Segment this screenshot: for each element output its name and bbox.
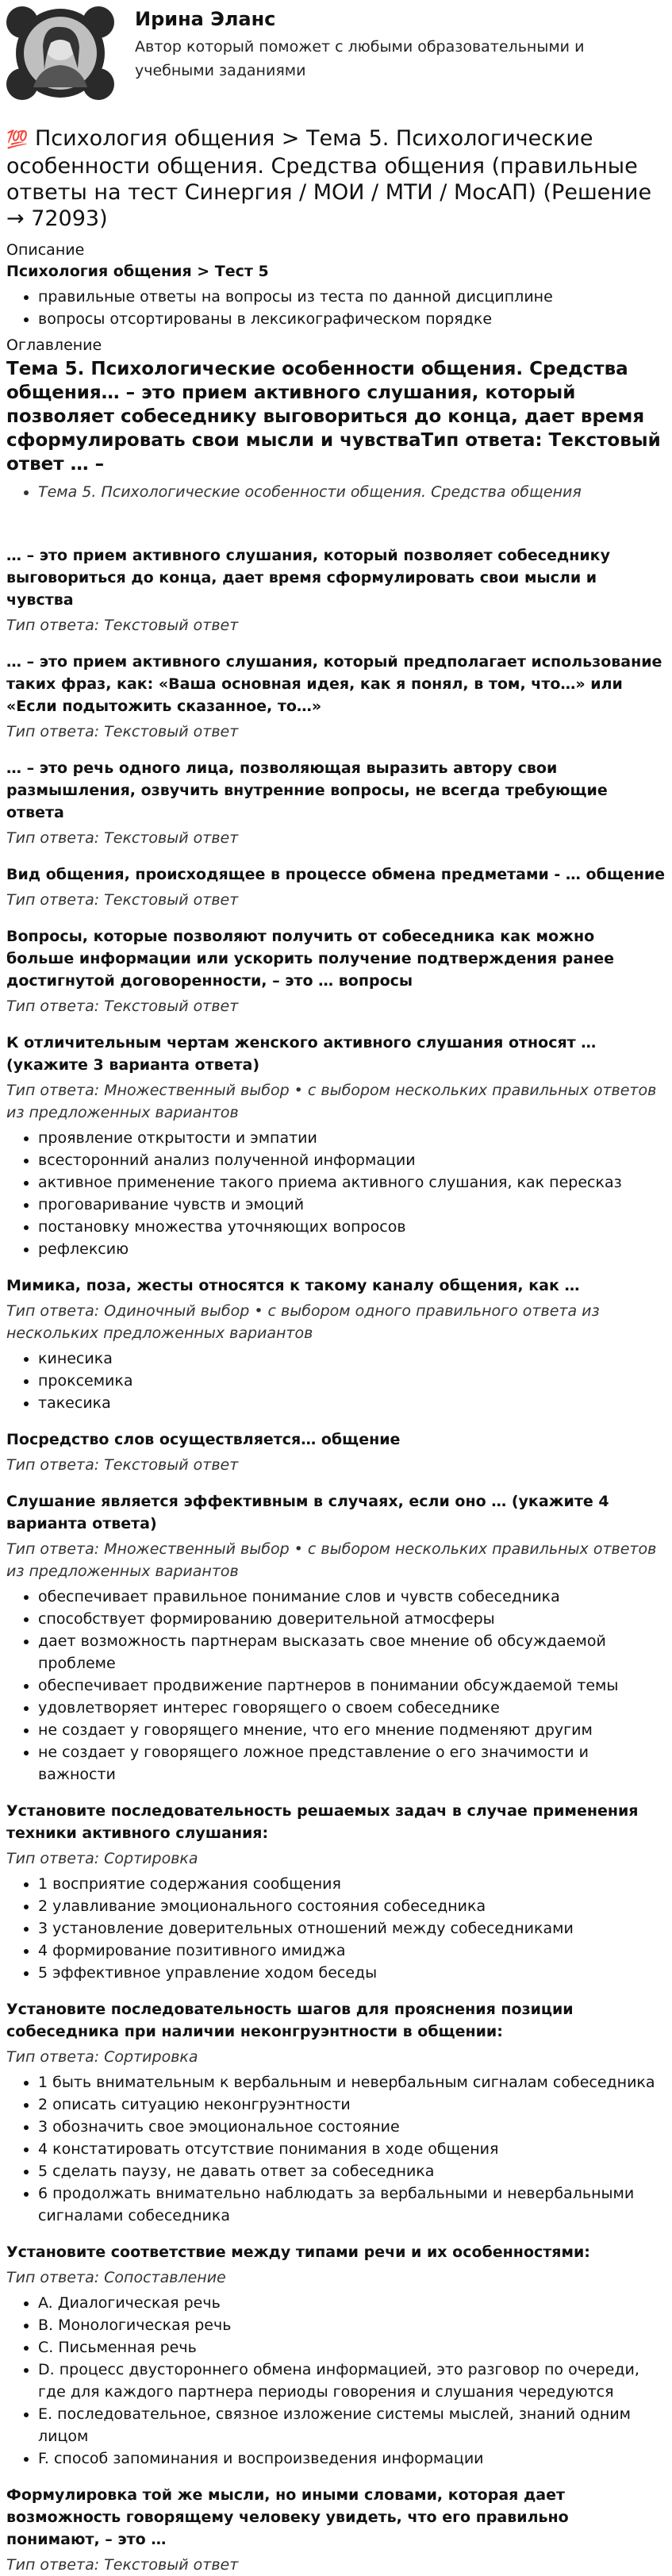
answer-option: • 4 констатировать отсутствие понимания в ходе общения: [38, 2138, 666, 2160]
answer-option: • 6 продолжать внимательно наблюдать за вербальными и невербальными сигналами собеседника: [38, 2182, 666, 2227]
answer-option: • F. способ запоминания и воспроизведения информации: [38, 2447, 666, 2470]
answer-options: [6, 1348, 666, 1414]
answer-option: • 2 описать ситуацию неконгруэнтности: [38, 2093, 666, 2116]
answer-option: • 2 улавливание эмоционального состояния собеседника: [38, 1895, 666, 1917]
list-item: • вопросы отсортированы в лексикографическом порядке: [38, 308, 666, 330]
answer-option: • дает возможность партнерам высказать свое мнение об обсуждаемой проблеме: [38, 1630, 666, 1674]
question-block: [6, 651, 666, 743]
question-block: [6, 2241, 666, 2470]
divider-space: [6, 508, 666, 544]
question-block: [6, 1800, 666, 1984]
description-list: [6, 286, 666, 330]
avatar[interactable]: [5, 5, 116, 102]
answer-option: • 1 восприятие содержания сообщения: [38, 1873, 666, 1895]
answer-type: Тип ответа: Сопоставление: [6, 2269, 226, 2286]
answer-option: • кинесика: [38, 1348, 666, 1370]
answer-type: Тип ответа: Текстовый ответ: [6, 723, 239, 740]
author-info: [135, 5, 666, 83]
toc-label: Оглавление: [6, 336, 102, 354]
toc-link[interactable]: • Тема 5. Психологические особенности общения. Средства общения: [38, 481, 666, 503]
answer-option: • проксемика: [38, 1370, 666, 1392]
answer-option: • обеспечивает продвижение партнеров в понимании обсуждаемой темы: [38, 1674, 666, 1697]
author-name[interactable]: Ирина Эланс: [135, 8, 276, 30]
answer-type: Тип ответа: Текстовый ответ: [6, 829, 239, 847]
question-text: Посредство слов осуществляется… общение: [6, 1431, 401, 1448]
answer-option: • D. процесс двустороннего обмена информацией, это разговор по очереди, где для каждого партнера периоды говорения и слушания чередуются: [38, 2359, 666, 2403]
question-block: [6, 544, 666, 636]
answer-options: [6, 1586, 666, 1786]
answer-option: • всесторонний анализ полученной информации: [38, 1149, 666, 1171]
question-text: … – это речь одного лица, позволяющая выразить автору свои размышления, озвучить внутренние вопросы, не всегда требующие ответа: [6, 759, 608, 821]
answer-option: • 3 обозначить свое эмоциональное состояние: [38, 2116, 666, 2138]
answer-option: • не создает у говорящего ложное представление о его значимости и важности: [38, 1741, 666, 1786]
answer-type: Тип ответа: Текстовый ответ: [6, 617, 239, 634]
question-block: [6, 1490, 666, 1786]
answer-option: • B. Монологическая речь: [38, 2314, 666, 2336]
question-block: [6, 2484, 666, 2576]
answer-option: • рефлексию: [38, 1238, 666, 1260]
answer-option: • активное применение такого приема активного слушания, как пересказ: [38, 1171, 666, 1194]
page-title: [6, 125, 666, 232]
question-text: Мимика, поза, жесты относятся к такому каналу общения, как …: [6, 1277, 580, 1294]
question-text: … – это прием активного слушания, который позволяет собеседнику выговориться до конца, дает время сформулировать свои мысли и чувства: [6, 547, 610, 609]
questions-list: [6, 544, 666, 2576]
answer-option: • C. Письменная речь: [38, 2336, 666, 2359]
question-text: Вид общения, происходящее в процессе обмена предметами - … общение: [6, 866, 666, 883]
answer-options: [6, 2292, 666, 2470]
answer-option: • проговаривание чувств и эмоций: [38, 1194, 666, 1216]
answer-option: • проявление открытости и эмпатии: [38, 1127, 666, 1149]
question-block: [6, 1428, 666, 1476]
question-text: Формулировка той же мысли, но иными словами, которая дает возможность говорящему человеку увидеть, что его правильно понимают, – это …: [6, 2486, 569, 2548]
answer-option: • 4 формирование позитивного имиджа: [38, 1940, 666, 1962]
question-text: Установите соответствие между типами речи и их особенностями:: [6, 2243, 590, 2261]
answer-option: • 5 эффективное управление ходом беседы: [38, 1962, 666, 1984]
answer-option: • постановку множества уточняющих вопросов: [38, 1216, 666, 1238]
answer-option: • E. последовательное, связное изложение системы мыслей, знаний одним лицом: [38, 2403, 666, 2447]
answer-type: Тип ответа: Текстовый ответ: [6, 2556, 239, 2574]
answer-type: Тип ответа: Сортировка: [6, 2048, 198, 2066]
author-description: Автор который поможет с любыми образовательными и учебными заданиями: [135, 38, 585, 79]
answer-option: • 1 быть внимательным к вербальным и невербальным сигналам собеседника: [38, 2071, 666, 2093]
question-text: Вопросы, которые позволяют получить от собеседника как можно больше информации или ускорить получение подтверждения ранее достигнутой договоренности, – это … вопросы: [6, 928, 614, 990]
avatar-film-frame-icon: [5, 5, 116, 102]
answer-type: Тип ответа: Текстовый ответ: [6, 1456, 239, 1474]
question-block: [6, 757, 666, 849]
question-block: [6, 1275, 666, 1414]
answer-option: • не создает у говорящего мнение, что его мнение подменяют другим: [38, 1719, 666, 1741]
page-title-text: Психология общения > Тема 5. Психологические особенности общения. Средства общения (правильные ответы на тест Синергия / МОИ / МТИ / МосАП) (Решение → 72093): [6, 126, 652, 231]
description-heading: Психология общения > Тест 5: [6, 263, 269, 280]
question-text: Установите последовательность решаемых задач в случае применения техники активного слушания:: [6, 1802, 639, 1842]
question-block: [6, 925, 666, 1017]
question-text: К отличительным чертам женского активного слушания относят … (укажите 3 варианта ответа): [6, 1034, 597, 1074]
toc-heading: Тема 5. Психологические особенности общения. Средства общения… – это прием активного слушания, который позволяет собеседнику выговориться до конца, дает время сформулировать свои мысли и чувстваТип ответа: Текстовый ответ … –: [6, 359, 661, 475]
answer-type: Тип ответа: Сортировка: [6, 1850, 198, 1867]
answer-options: [6, 1873, 666, 1984]
answer-option: • 5 сделать паузу, не давать ответ за собеседника: [38, 2160, 666, 2182]
answer-option: • A. Диалогическая речь: [38, 2292, 666, 2314]
answer-option: • такесика: [38, 1392, 666, 1414]
answer-type: Тип ответа: Множественный выбор • с выбором нескольких правильных ответов из предложенных вариантов: [6, 1082, 657, 1121]
question-text: … – это прием активного слушания, который предполагает использование таких фраз, как: «Ваша основная идея, как я понял, в том, что…» или «Если подытожить сказанное, то…»: [6, 653, 662, 715]
toc-list: [6, 481, 666, 503]
list-item: • правильные ответы на вопросы из теста по данной дисциплине: [38, 286, 666, 308]
description-label: Описание: [6, 241, 85, 259]
author-block: [6, 0, 666, 110]
answer-type: Тип ответа: Множественный выбор • с выбором нескольких правильных ответов из предложенных вариантов: [6, 1540, 657, 1580]
answer-option: • способствует формированию доверительной атмосферы: [38, 1608, 666, 1630]
answer-type: Тип ответа: Текстовый ответ: [6, 998, 239, 1015]
question-text: Слушание является эффективным в случаях, если оно … (укажите 4 варианта ответа): [6, 1493, 609, 1532]
answer-option: • удовлетворяет интерес говорящего о своем собеседнике: [38, 1697, 666, 1719]
answer-type: Тип ответа: Одиночный выбор • с выбором одного правильного ответа из нескольких предложенных вариантов: [6, 1302, 600, 1342]
answer-options: [6, 1127, 666, 1260]
answer-type: Тип ответа: Текстовый ответ: [6, 891, 239, 909]
question-block: [6, 1998, 666, 2227]
question-block: [6, 863, 666, 911]
answer-options: [6, 2071, 666, 2227]
question-block: [6, 1032, 666, 1260]
answer-option: • 3 установление доверительных отношений между собеседниками: [38, 1917, 666, 1940]
question-text: Установите последовательность шагов для прояснения позиции собеседника при наличии неконгруэнтности в общении:: [6, 2001, 574, 2040]
hundred-points-icon: 💯: [6, 130, 29, 150]
answer-option: • обеспечивает правильное понимание слов и чувств собеседника: [38, 1586, 666, 1608]
